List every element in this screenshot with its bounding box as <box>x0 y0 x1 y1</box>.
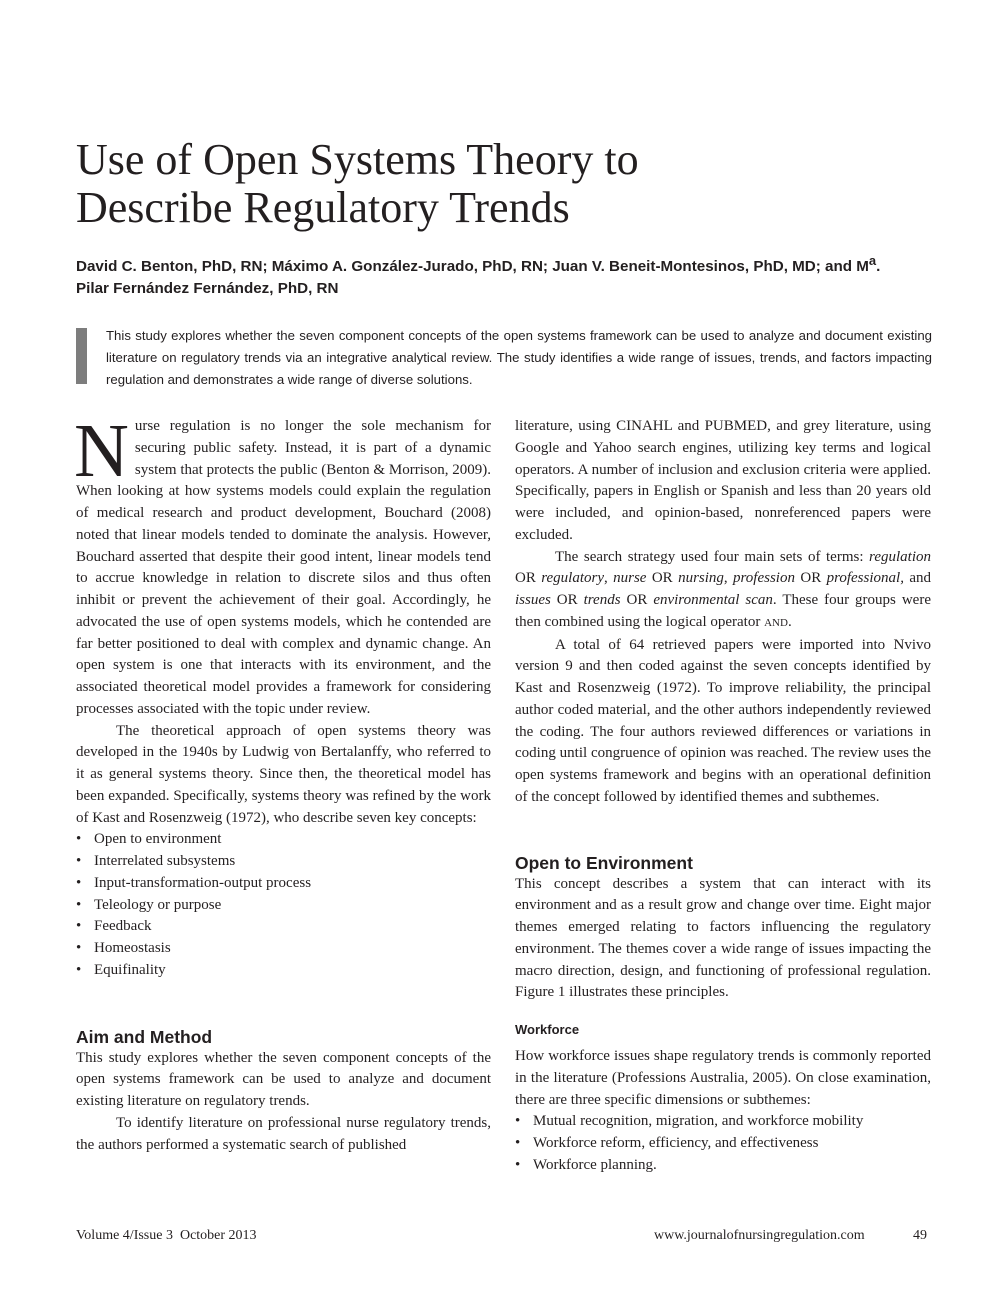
separator-text: , <box>604 570 614 587</box>
list-item: • Workforce reform, efficiency, and effectiveness <box>515 1133 931 1155</box>
list-item: • Input-transformation-output process <box>76 873 491 895</box>
page-number: 49 <box>913 1228 927 1243</box>
authors-dot: . <box>876 258 881 275</box>
coding-paragraph: A total of 64 retrieved papers were imported into Nvivo version 9 and then coded against the seven concepts identified by Kast and Rosenzweig (1972). To improve reliability, the principal author coded material, and the other authors independently reviewed the coding. The four authors reviewed differences or variations in coding until congruence of opinion was reached. The review uses the open systems framework and begins with an operational definition of the concept followed by identified themes and subthemes. <box>515 636 931 805</box>
theory-paragraph: The theoretical approach of open systems theory was developed in the 1940s by Ludwig von Bertalanffy, who referred to it as general systems theory. Since then, the theoretical model has been expanded. Specifically, systems theory was refined by the work of Kast and Rosenzweig (1972), who describe seven key concepts: <box>76 722 491 826</box>
search-terms-paragraph <box>515 547 931 635</box>
left-column <box>74 409 491 1156</box>
literature-paragraph: literature, using CINAHL and PUBMED, and grey literature, using Google and Yahoo search engines, utilizing key terms and logical operators. A number of inclusion and exclusion criteria were applied. Specifically, papers in English or Spanish and less than 20 years old were included, and opinion-based, nonreferenced papers were excluded. <box>515 418 931 543</box>
term-nurse: nurse <box>613 570 647 587</box>
list-item: • Feedback <box>76 916 491 938</box>
title-line-2: Describe Regulatory Trends <box>76 183 570 232</box>
term-profession: profession <box>733 570 795 587</box>
aim-method-heading: Aim and Method <box>76 1026 213 1047</box>
drop-cap: N <box>74 409 129 493</box>
authors-line-2: Pilar Fernández Fernández, PhD, RN <box>76 280 339 297</box>
search-terms-lead: The search strategy used four main sets of terms: <box>555 548 870 565</box>
operator-text: OR <box>646 570 679 587</box>
operator-text: OR <box>620 592 654 608</box>
list-item: • Equifinality <box>76 960 491 982</box>
aim-paragraph: This study explores whether the seven component concepts of the open systems framework can be used to analyze and document existing literature on regulatory trends. <box>76 1049 491 1109</box>
author-list <box>76 252 936 300</box>
title-line-1: Use of Open Systems Theory to <box>76 135 639 184</box>
term-issues: issues <box>515 592 551 608</box>
footer-url: www.journalofnursingregulation.com <box>654 1228 865 1243</box>
logical-operator: AND <box>764 616 788 629</box>
term-environmental-scan: environmental scan <box>653 592 773 608</box>
concepts-list <box>76 829 491 981</box>
abstract-text: This study explores whether the seven component concepts of the open systems framework can be used to analyze and document existing literature on regulatory trends via an integrative analytical review. The study identifies a wide range of issues, trends, and factors impacting regulation and demonstrates a wide range of diverse solutions. <box>106 328 932 387</box>
list-item: • Open to environment <box>76 829 491 851</box>
operator-text: OR <box>794 570 827 587</box>
intro-paragraph <box>74 409 491 721</box>
environment-paragraph: This concept describes a system that can interact with its environment and as a result grow and change over time. Eight major themes emerged relating to factors influencing the regulatory environment. The themes cover a wide range of issues impacting the macro direction, design, and functioning of professional regulation. Figure 1 illustrates these principles. <box>515 875 931 1001</box>
list-item: • Interrelated subsystems <box>76 851 491 873</box>
list-item: • Workforce planning. <box>515 1155 931 1177</box>
list-item: • Mutual recognition, migration, and workforce mobility <box>515 1111 931 1133</box>
term-regulatory: regulatory <box>541 570 604 587</box>
search-terms-end: . <box>787 613 792 630</box>
intro-text: urse regulation is no longer the sole mechanism for securing public safety. Instead, it is part of a dynamic system that protects the public (Benton & Morrison, 2009). When looking at how systems models could explain the regulation of medical research and product development, Bouchard (2008) noted that linear models tended to dominate the analysis. However, Bouchard asserted that despite their good intent, linear models tend to accrue knowledge in relation to discrete silos and thus often inhibit or prevent the achievement of their goal. Accordingly, he advocated the use of open systems models, which he contended are far better positioned to deal with complex and dynamic change. An open system is one that interacts with its environment, and the associated theoretical model provides a framework for considering processes associated with the topic under review. <box>76 418 491 717</box>
open-environment-heading: Open to Environment <box>515 852 693 873</box>
operator-text: OR <box>550 592 584 608</box>
list-item: • Homeostasis <box>76 938 491 960</box>
authors-superscript: a <box>868 252 877 268</box>
footer-volume: Volume 4/Issue 3 October 2013 <box>76 1228 257 1243</box>
list-item: • Teleology or purpose <box>76 895 491 917</box>
operator-text: OR <box>515 570 542 587</box>
workforce-subthemes-list <box>515 1111 931 1176</box>
term-professional: professional, <box>826 570 904 587</box>
workforce-heading: Workforce <box>515 1022 580 1037</box>
term-regulation: regulation <box>869 548 931 565</box>
authors-line-1: David C. Benton, PhD, RN; Máximo A. González-Jurado, PhD, RN; Juan V. Beneit-Montesinos, PhD, MD; and M <box>76 258 869 275</box>
separator-text: and <box>903 570 931 587</box>
abstract-accent-bar <box>76 328 87 384</box>
separator-text: , <box>723 570 734 587</box>
article-title <box>76 136 936 232</box>
search-paragraph: To identify literature on professional nurse regulatory trends, the authors performed a systematic search of published <box>76 1114 491 1153</box>
term-trends: trends <box>583 592 621 608</box>
right-column <box>515 416 931 1177</box>
term-nursing: nursing <box>678 570 724 587</box>
workforce-paragraph: How workforce issues shape regulatory trends is commonly reported in the literature (Professions Australia, 2005). On close examination, there are three specific dimensions or subthemes: <box>515 1048 931 1108</box>
search-terms-tail: . These four groups were then combined using the logical operator <box>515 592 931 630</box>
